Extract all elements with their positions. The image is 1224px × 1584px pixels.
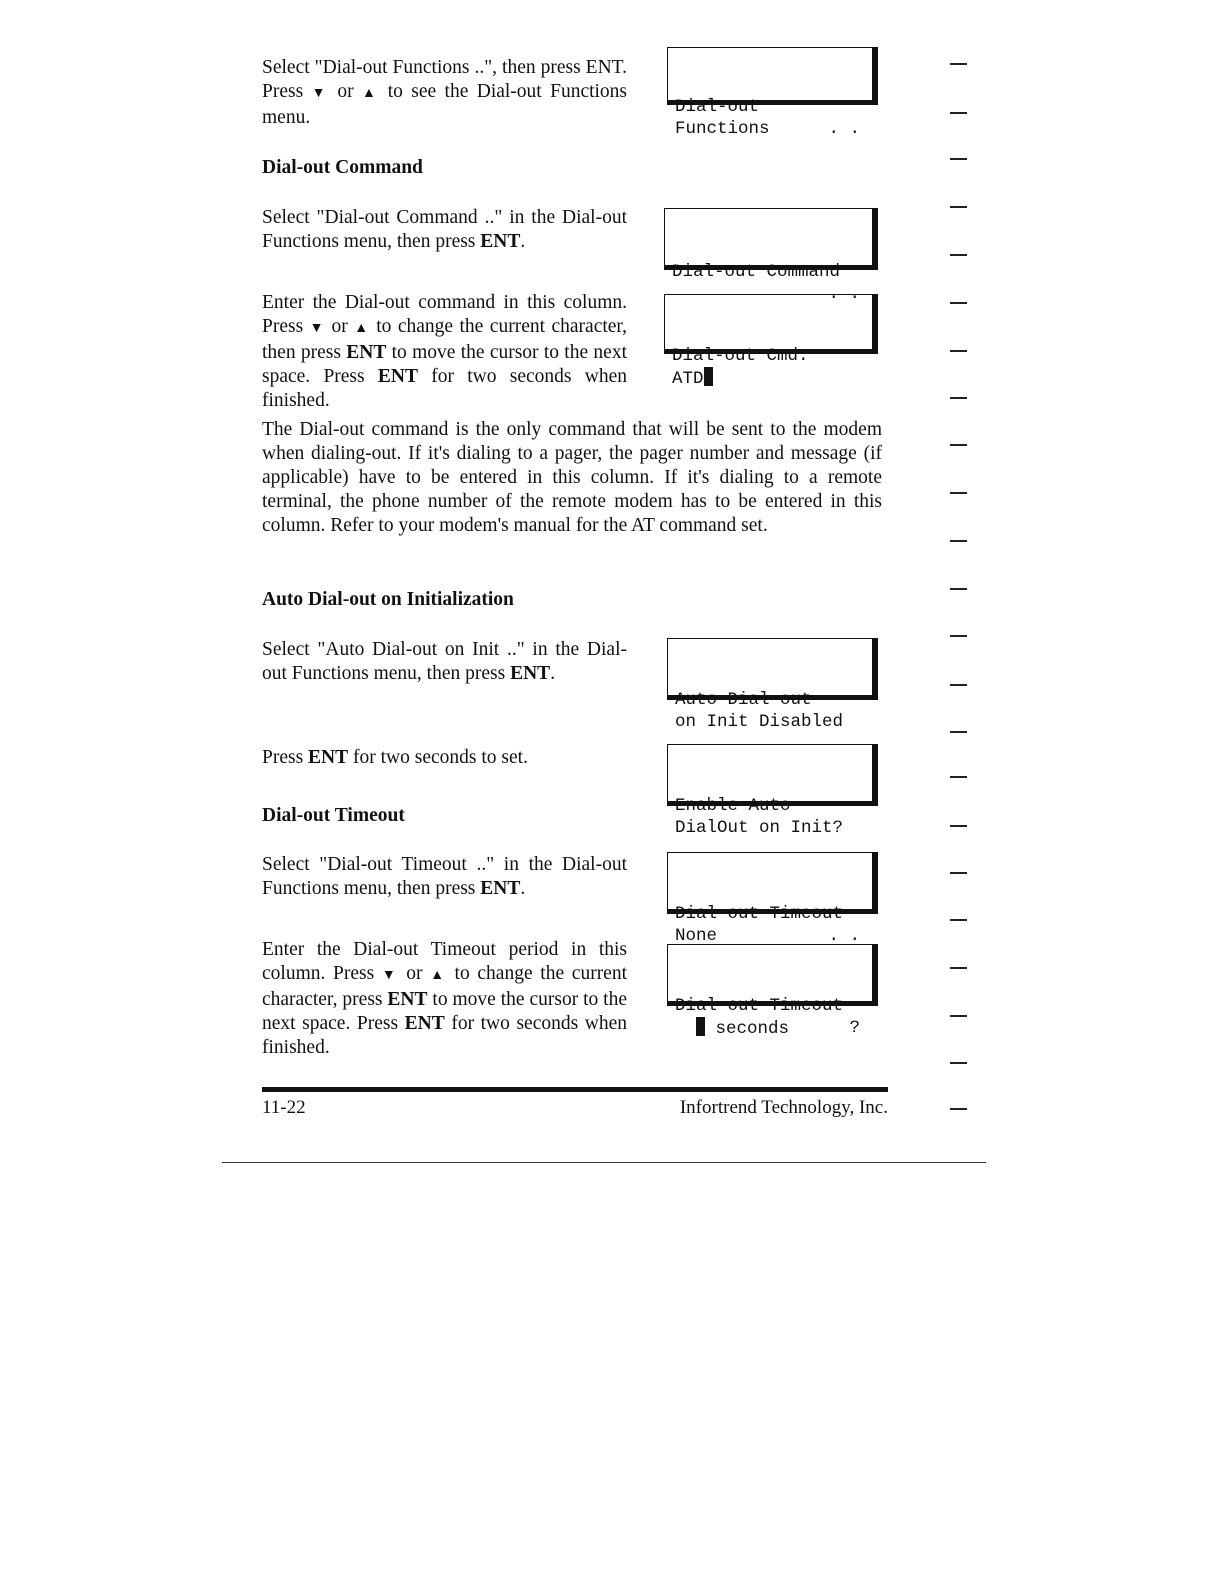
description-paragraph: The Dial-out command is the only command that will be sent to the modem when dialing-out. If it's dialing to a pager, the pager number and message (if applicable) have to be entered in this column. If it's dialing to a remote terminal, the phone number of the remote modem has to be entered in this column. Refer to your modem's manual for the AT command set. (262, 419, 882, 536)
heading-dialout-command: Dial-out Command (262, 157, 423, 178)
down-arrow-icon: ▼ (309, 321, 326, 336)
down-arrow-icon: ▼ (381, 968, 399, 983)
cursor-block (696, 1017, 705, 1036)
up-arrow-icon: ▲ (430, 968, 447, 983)
lcd-dialout-command: Dial-out Command . . (664, 208, 873, 266)
footer-company: Infortrend Technology, Inc. (679, 1097, 888, 1118)
cursor-block (704, 367, 713, 386)
lcd-dialout-timeout: Dial-out Timeout None . . (667, 852, 873, 910)
press-paragraph: Press ENT for two seconds to set. (262, 747, 528, 768)
footer-rule (262, 1087, 888, 1092)
lcd-dialout-functions: Dial-out Functions . . (667, 47, 873, 101)
command-paragraph: Select "Dial-out Command .." in the Dial-out Functions menu, then press ENT. (262, 207, 627, 252)
timeout-paragraph: Select "Dial-out Timeout .." in the Dial-out Functions menu, then press ENT. (262, 854, 627, 899)
page-number: 11-22 (262, 1097, 306, 1118)
enter-timeout-paragraph: Enter the Dial-out Timeout period in this column. Press ▼ or ▲ to change the current character, press ENT to move the cursor to the next space. Press ENT for two seconds when finished. (262, 939, 628, 1058)
lcd-enable-auto: Enable Auto DialOut on Init? (667, 744, 873, 802)
auto-paragraph: Select "Auto Dial-out on Init .." in the Dial-out Functions menu, then press ENT. (262, 639, 627, 684)
page-edge-line (222, 1162, 986, 1163)
down-arrow-icon: ▼ (311, 86, 329, 101)
heading-dialout-timeout: Dial-out Timeout (262, 805, 405, 826)
up-arrow-icon: ▲ (361, 86, 380, 101)
heading-auto-dialout: Auto Dial-out on Initialization (262, 589, 514, 610)
up-arrow-icon: ▲ (354, 321, 370, 336)
intro-paragraph: Select "Dial-out Functions ..", then press ENT. Press ▼ or ▲ to see the Dial-out Functions menu. (262, 57, 628, 128)
lcd-dialout-cmd: Dial-out Cmd: ATD (664, 294, 873, 350)
enter-command-paragraph: Enter the Dial-out command in this column. Press ▼ or ▲ to change the current character, then press ENT to move the cursor to the next space. Press ENT for two seconds when finished. (262, 292, 628, 411)
lcd-auto-dialout: Auto Dial-out on Init Disabled (667, 638, 873, 696)
lcd-timeout-seconds: Dial-out Timeout seconds ? (667, 944, 873, 1002)
